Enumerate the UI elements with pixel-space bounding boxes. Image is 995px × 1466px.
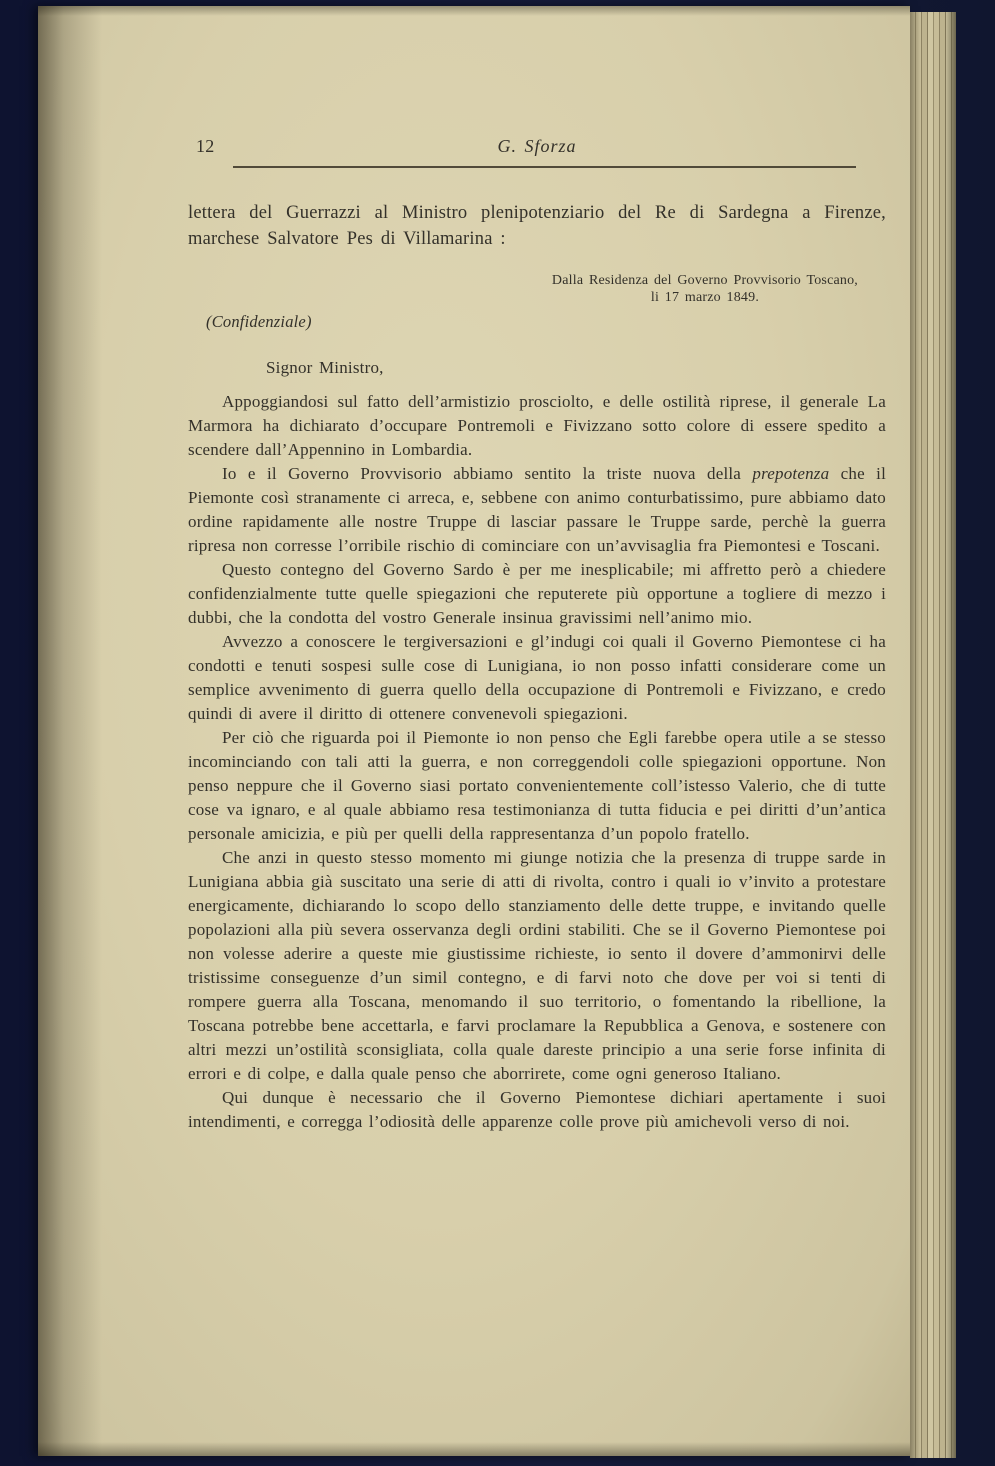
page-number: 12: [196, 136, 215, 156]
letter-paragraph-3: Questo contegno del Governo Sardo è per me inesplicabile; mi affretto però a chiedere confidenzialmente tutte quelle spiegazioni che reputerete più opportune a togliere di mezzo i dubbi, che la condotta del vostro Generale insinua gravissimi nell’animo mio.: [188, 560, 886, 627]
letter-paragraph-2: [188, 462, 886, 558]
dateline-date: li 17 marzo 1849.: [650, 290, 760, 305]
italic-emphasis: prepotenza: [752, 464, 830, 483]
dateline-place: Dalla Residenza del Governo Provvisorio Toscano,: [551, 273, 858, 288]
salutation: Signor Ministro,: [266, 358, 384, 377]
paragraph-2-start: Io e il Governo Provvisorio abbiamo sentito la triste nuova della: [222, 464, 753, 483]
letter-paragraph-4: Avvezzo a conoscere le tergiversazioni e gl’indugi coi quali il Governo Piemontese ci ha condotti e tenuti sospesi sulle cose di Lunigiana, io non posso infatti considerare come un semplice avvenimento di guerra quello della occupazione di Pontremoli e Fivizzano, e credo quindi di avere il diritto di ottenere convenevoli spiegazioni.: [188, 632, 886, 723]
letter-paragraph-6: Che anzi in questo stesso momento mi giunge notizia che la presenza di truppe sarde in Lunigiana abbia già suscitato una serie di atti di rivolta, contro i quali io v’invito a protestare energicamente, dichiarando lo scopo dello stanziamento delle dette truppe, e invitando quelle popolazioni alla più severa osservanza degli ordini stabiliti. Che se il Governo Piemontese poi non volesse aderire a queste mie giustissime richieste, io sento il dovere d’ammonirvi delle tristissime conseguenze d’un simil contegno, e di farvi noto che dove per voi si tenti di rompere guerra alla Toscana, menomando il suo territorio, o fomentando la ribellione, la Toscana potrebbe bene accettarla, e farvi proclamare la Repubblica a Genova, e sostenere con altri mezzi un’ostilità sconsigliata, colla quale dareste principio a una serie forse infinita di errori e di colpe, e dalla quale penso che aborrirete, come ogni generoso Italiano.: [188, 848, 886, 1083]
page-gutter-shadow: [38, 6, 102, 1456]
paragraph-2-end: che il Piemonte così stranamente ci arreca, e, sebbene con animo conturbatissimo, pure abbiamo dato ordine rapidamente alle nostre Truppe di lasciar passare le Truppe sarde, perchè la guerra ripresa non corresse l’orribile rischio di cominciare con un’avvisaglia fra Piemontesi e Toscani.: [188, 464, 887, 555]
confidential-note: (Confidenziale): [206, 312, 312, 331]
header-rule: [233, 166, 856, 168]
book-page: [38, 6, 910, 1456]
printed-text-block: [188, 134, 886, 1134]
letter-paragraph-7: Qui dunque è necessario che il Governo Piemontese dichiari apertamente i suoi intendimenti, e corregga l’odiosità delle apparenze colle prove più amichevoli verso di noi.: [188, 1088, 886, 1131]
letter-paragraph-1: Appoggiandosi sul fatto dell’armistizio prosciolto, e delle ostilità riprese, il generale La Marmora ha dichiarato d’occupare Pontremoli e Fivizzano sotto colore di essere spedito a scendere dall’Appennino in Lombardia.: [188, 392, 886, 459]
page-edge-stack: [910, 12, 956, 1458]
page-header: [188, 134, 886, 160]
page-top-shadow: [38, 6, 910, 16]
page-bottom-shadow: [38, 1442, 910, 1456]
running-head: G. Sforza: [497, 136, 577, 156]
letter-paragraph-5: Per ciò che riguarda poi il Piemonte io non penso che Egli farebbe opera utile a se stesso incominciando con tali atti la guerra, e non correggendoli colle spiegazioni opportune. Non penso neppure che il Governo siasi portato convenientemente coll’istesso Valerio, che di tutte cose va ignaro, e al quale abbiamo resa testimonianza di tutta fiducia e pei diritti d’un’antica personale amicizia, e più per quelli della rappresentanza d’un popolo fratello.: [188, 728, 886, 843]
dateline: [552, 272, 858, 306]
letter-body: [188, 390, 886, 1134]
letter-intro: lettera del Guerrazzi al Ministro plenipotenziario del Re di Sardegna a Firenze, marchese Salvatore Pes di Villamarina :: [188, 203, 886, 249]
